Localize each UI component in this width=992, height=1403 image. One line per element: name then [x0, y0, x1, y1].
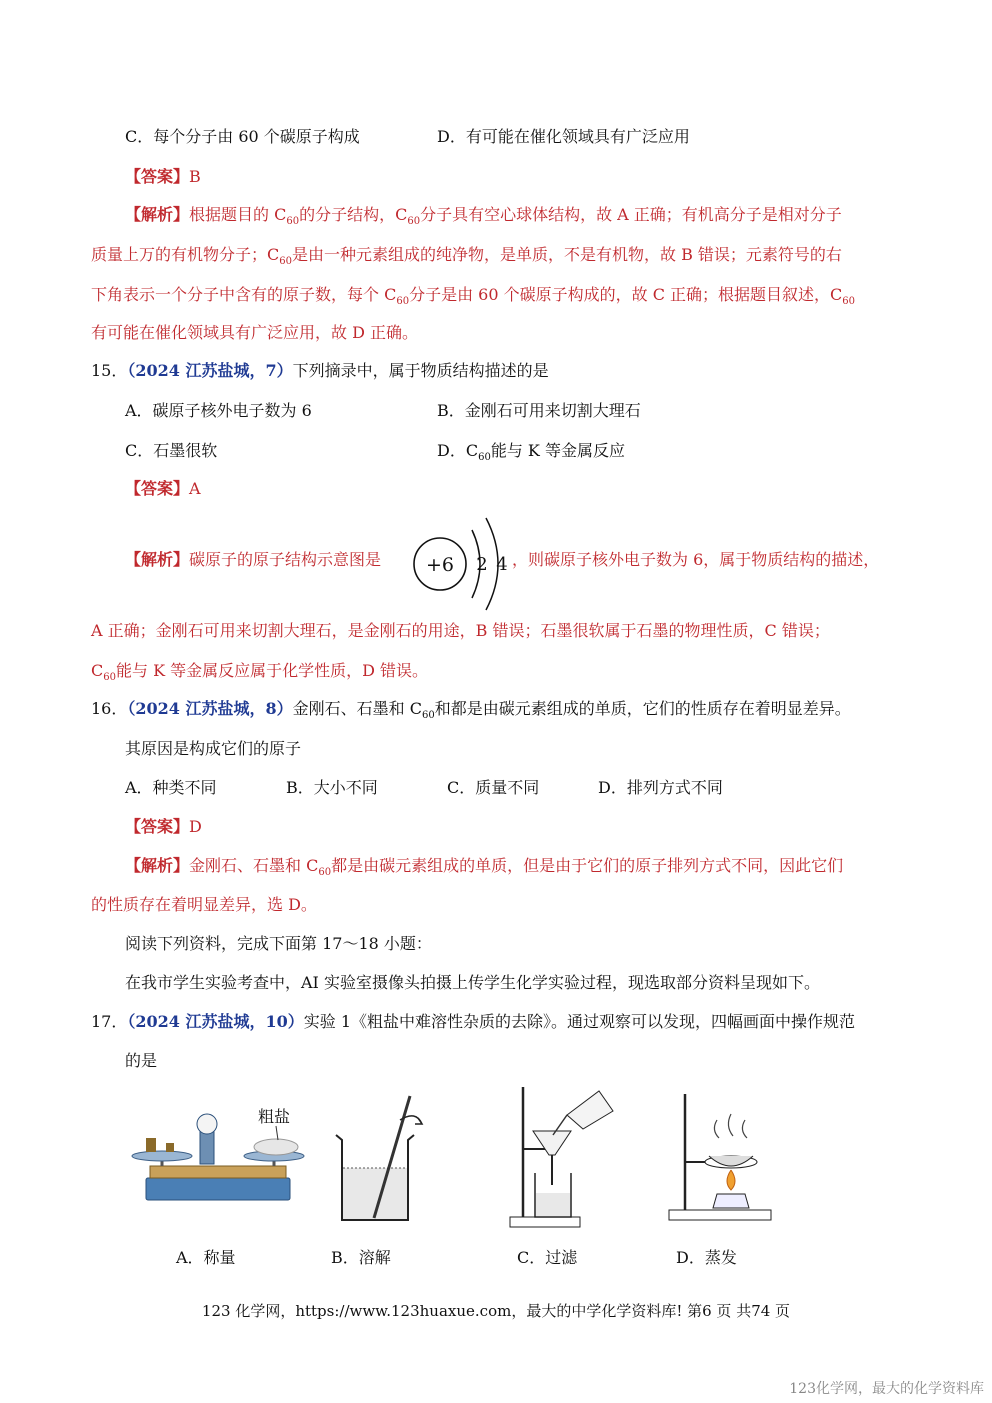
answer-value: D: [189, 817, 202, 836]
steam: [714, 1114, 747, 1138]
subscript: 60: [103, 672, 116, 683]
flame: [727, 1170, 735, 1190]
analysis-label: 【解析】: [125, 550, 190, 569]
q14-analysis-line2: [91, 244, 842, 266]
text: 金刚石、石墨和 C: [189, 856, 319, 875]
text: 能与 K 等金属反应属于化学性质，D 错误。: [115, 661, 429, 680]
left-pan: [132, 1151, 192, 1161]
q16-stem: [91, 698, 851, 720]
q14-option-d: D．有可能在催化领域具有广泛应用: [437, 127, 690, 146]
figure-caption-c: C．过滤: [517, 1248, 578, 1267]
q14-answer: [125, 166, 201, 188]
q16-option-d: D．排列方式不同: [598, 778, 723, 797]
subscript: 60: [407, 216, 421, 227]
reading-material: 在我市学生实验考查中，AI 实验室摄像头拍摄上传学生化学实验过程，现选取部分资料呈现如下。: [125, 973, 820, 992]
nucleus-charge: +6: [425, 554, 455, 576]
evaporation-illustration: [665, 1090, 780, 1225]
alcohol-lamp: [713, 1194, 749, 1208]
weight-small: [166, 1143, 174, 1152]
subscript: 60: [318, 867, 332, 878]
text: 分子具有空心球体结构，故 A 正确；有机高分子是相对分子: [420, 205, 842, 224]
text: 金刚石、石墨和 C: [292, 699, 422, 718]
question-text: 实验 1《粗盐中难溶性杂质的去除》。通过观察可以发现，四幅画面中操作规范: [303, 1012, 856, 1031]
text: 分子是由 60 个碳原子构成的，故 C 正确；根据题目叙述，C: [409, 285, 843, 304]
answer-label: 【答案】: [125, 479, 190, 498]
q16-analysis-line2: 的性质存在着明显差异，选 D。: [91, 895, 317, 914]
q16-option-a: A．种类不同: [125, 778, 217, 797]
q14-analysis-line3: [91, 284, 855, 306]
evaporating-dish: [709, 1156, 753, 1166]
q15-analysis-line1b: ，则碳原子核外电子数为 6，属于物质结构的描述，: [512, 550, 880, 569]
q15-answer: [125, 478, 201, 500]
page-footer: 123 化学网，https://www.123huaxue.com，最大的中学化学资料库! 第6 页 共74 页: [201, 1302, 791, 1320]
q16-stem-line2: 其原因是构成它们的原子: [125, 739, 302, 758]
answer-value: B: [189, 167, 201, 186]
q15-analysis-line2: A 正确；金刚石可用来切割大理石，是金刚石的用途，B 错误；石墨很软属于石墨的物理性质，C 错误；: [91, 621, 830, 640]
figure-caption-d: D．蒸发: [676, 1248, 737, 1267]
weight-large: [146, 1138, 156, 1152]
answer-label: 【答案】: [125, 817, 190, 836]
scale-beam: [150, 1166, 286, 1178]
text: 下角表示一个分子中含有的原子数，每个 C: [91, 285, 397, 304]
text: 能与 K 等金属反应: [490, 441, 625, 460]
funnel: [533, 1131, 571, 1155]
question-source: （2024 江苏盐城，8）: [127, 699, 293, 718]
q16-analysis-line1: [125, 855, 843, 877]
text: 根据题目的 C: [189, 205, 287, 224]
question-text: 下列摘录中，属于物质结构描述的是: [292, 361, 549, 380]
subscript: 60: [478, 452, 491, 463]
reading-intro: 阅读下列资料，完成下面第 17～18 小题：: [125, 934, 432, 953]
stand-base: [669, 1210, 771, 1220]
subscript: 60: [279, 256, 292, 267]
text: 碳原子的原子结构示意图是: [189, 550, 382, 569]
answer-label: 【答案】: [125, 167, 190, 186]
q14-analysis-line1: [125, 204, 842, 226]
subscript: 60: [396, 296, 410, 307]
pouring-beaker: [567, 1091, 613, 1129]
dissolving-illustration: [330, 1090, 430, 1225]
text: C: [91, 661, 104, 680]
scale-dial: [197, 1114, 217, 1134]
q15-stem: [91, 360, 549, 382]
salt-pile: [254, 1139, 298, 1155]
filtration-illustration: [505, 1085, 625, 1230]
text: 质量上万的有机物分子；C: [91, 245, 280, 264]
stand-base: [510, 1217, 580, 1227]
q17-stem-line2: 的是: [125, 1051, 158, 1070]
subscript: 60: [842, 296, 856, 307]
text: D．C: [437, 441, 479, 460]
subscript: 60: [421, 710, 435, 721]
q17-stem: [91, 1011, 855, 1033]
answer-value: A: [189, 479, 201, 498]
question-source: （2024 江苏盐城，10）: [127, 1012, 304, 1031]
analysis-label: 【解析】: [125, 205, 190, 224]
carbon-atom-structure-diagram: [410, 512, 520, 612]
figure-caption-b: B．溶解: [331, 1248, 391, 1267]
analysis-label: 【解析】: [125, 856, 190, 875]
watermark: 123化学网，最大的化学资料库: [789, 1381, 984, 1397]
balance-scale-illustration: [128, 1100, 308, 1210]
q16-answer: [125, 816, 202, 838]
figure-caption-a: A．称量: [176, 1248, 236, 1267]
subscript: 60: [286, 216, 300, 227]
scale-base: [146, 1178, 290, 1200]
q16-option-b: B．大小不同: [286, 778, 378, 797]
text: 都是由碳元素组成的单质，但是由于它们的原子排列方式不同，因此它们: [331, 856, 844, 875]
salt-label: 粗盐: [258, 1107, 291, 1126]
text: 的分子结构，C: [299, 205, 408, 224]
shell1-electrons: 2: [476, 554, 488, 575]
q14-analysis-line4: 有可能在催化领域具有广泛应用，故 D 正确。: [91, 323, 419, 342]
q15-option-b: B．金刚石可用来切割大理石: [437, 401, 641, 420]
text: 是由一种元素组成的纯净物，是单质，不是有机物，故 B 错误；元素符号的右: [291, 245, 842, 264]
question-number: 15．: [91, 361, 128, 380]
q15-option-d: [437, 440, 625, 462]
q14-option-c: C．每个分子由 60 个碳原子构成: [125, 127, 360, 146]
question-source: （2024 江苏盐城，7）: [127, 361, 293, 380]
question-number: 17．: [91, 1012, 128, 1031]
q15-option-c: C．石墨很软: [125, 441, 218, 460]
shell2-electrons: 4: [496, 554, 508, 575]
q16-option-c: C．质量不同: [447, 778, 540, 797]
q15-analysis-line1a: [125, 549, 381, 571]
q15-option-a: A．碳原子核外电子数为 6: [125, 401, 312, 420]
text: 和都是由碳元素组成的单质，它们的性质存在着明显差异。: [434, 699, 851, 718]
q15-analysis-line3: [91, 660, 428, 682]
question-number: 16．: [91, 699, 128, 718]
